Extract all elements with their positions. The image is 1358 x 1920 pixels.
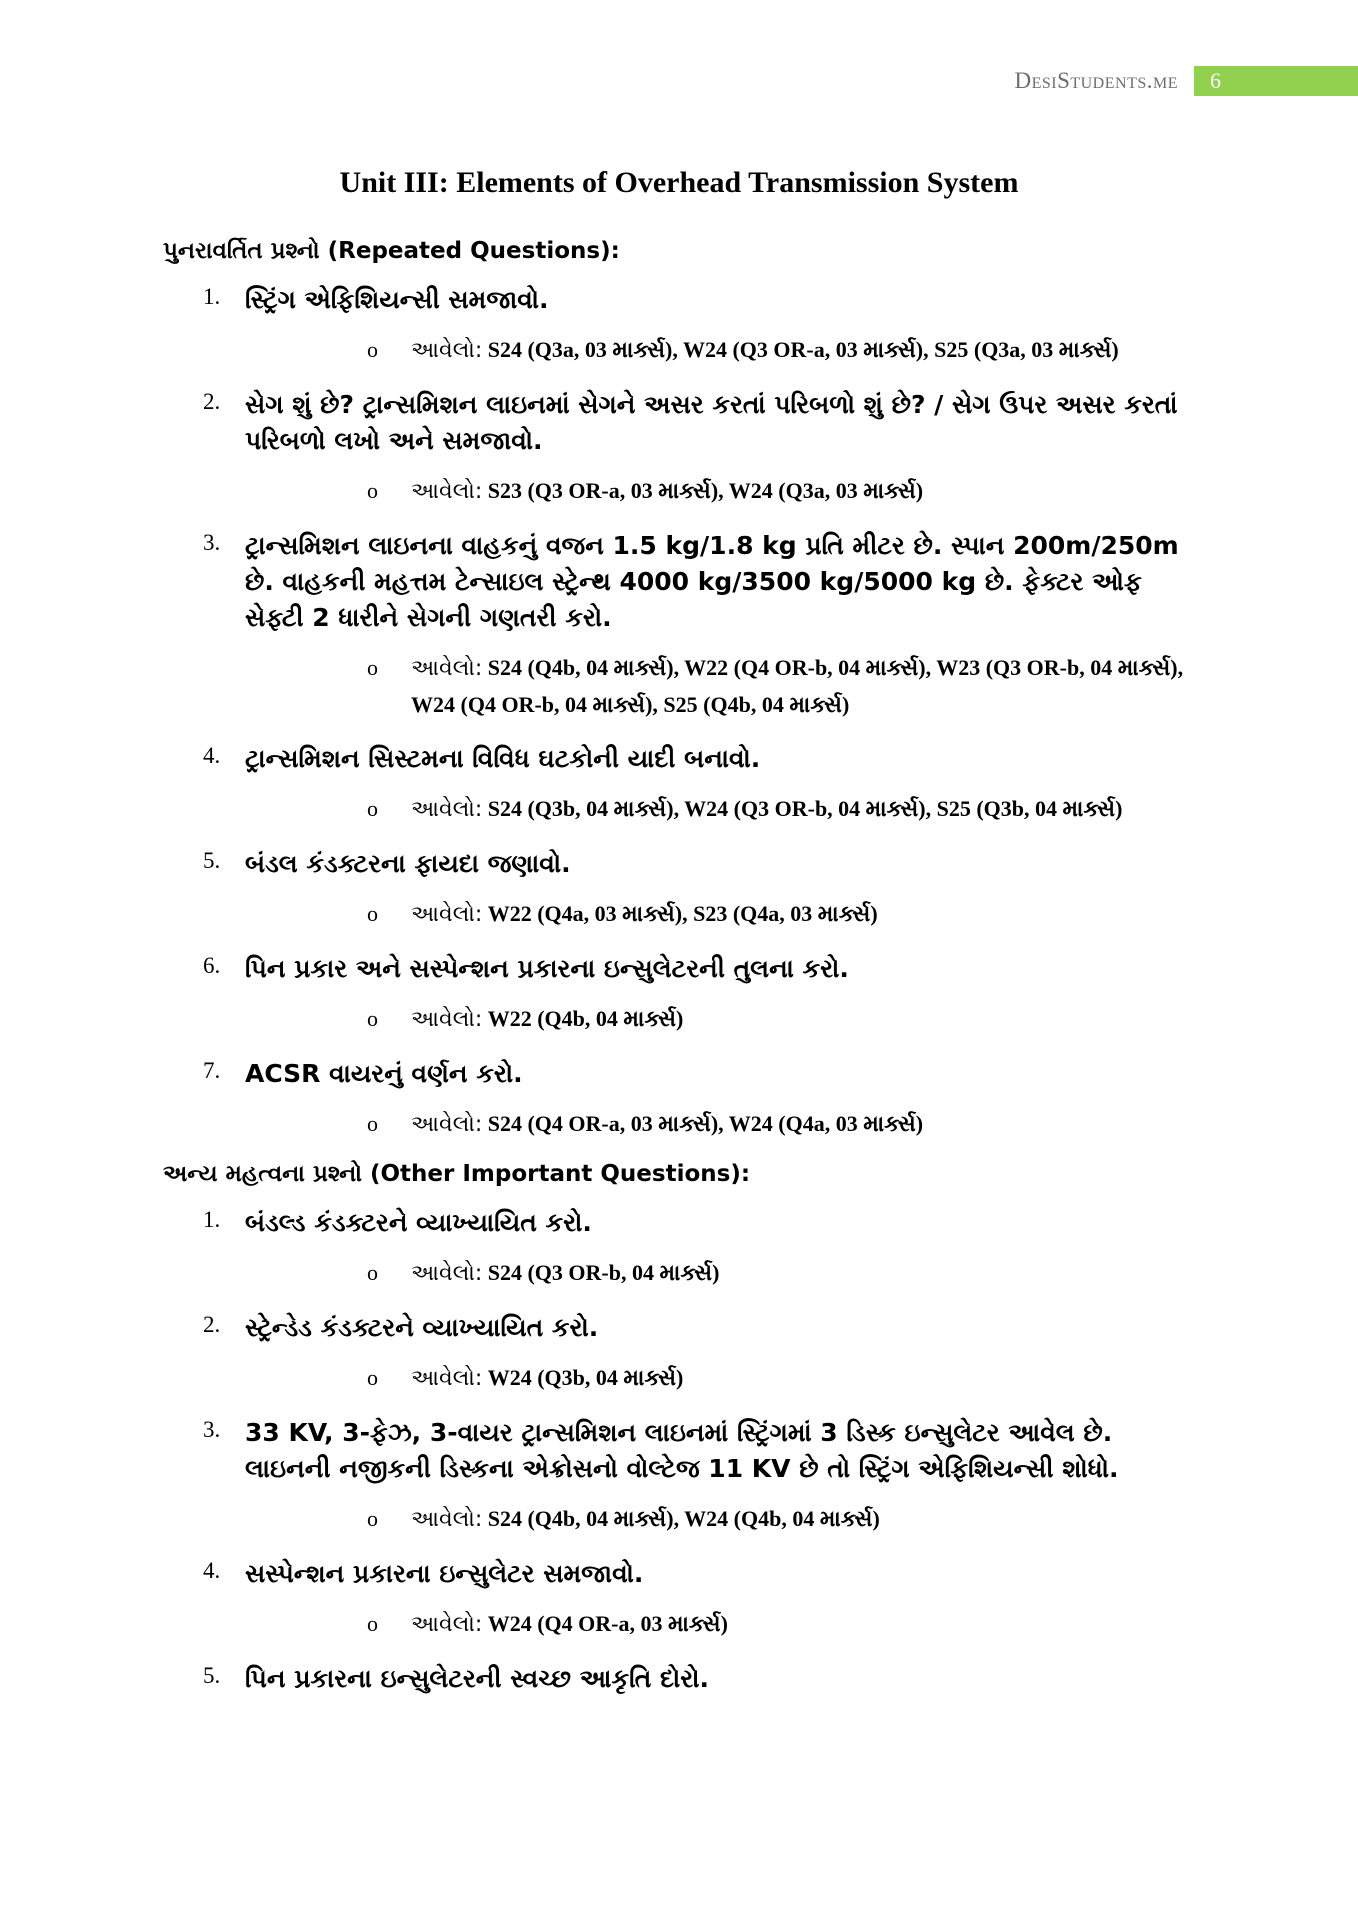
reference-line: [245, 650, 1203, 723]
question-item: [163, 1310, 1203, 1397]
question-text: પિન પ્રકારના ઇન્સુલેટરની સ્વચ્છ આકૃતિ દોરો.: [245, 1664, 709, 1693]
reference-label: આવેલો:: [411, 1366, 483, 1391]
question-number: 6.: [203, 953, 221, 978]
question-text: ટ્રાન્સમિશન લાઇનના વાહકનું વજન 1.5 kg/1.8 kg પ્રતિ મીટર છે. સ્પાન 200m/250m છે. વાહકની મહત્તમ ટેન્સાઇલ સ્ટ્રેન્થ 4000 kg/3500 kg/5000 kg છે. ફેક્ટર ઓફ સેફ્ટી 2 ધારીને સેગની ગણતરી કરો.: [245, 531, 1179, 632]
reference-line: [245, 1501, 1203, 1538]
bullet-icon: o: [367, 1111, 378, 1136]
reference-line: [245, 791, 1203, 828]
reference-line: [245, 896, 1203, 933]
reference-value: S24 (Q4b, 04 માર્ક્સ), W24 (Q4b, 04 માર્ક્સ): [487, 1506, 880, 1531]
bullet-icon: o: [367, 1365, 378, 1390]
reference-line: [245, 1255, 1203, 1292]
question-number: 2.: [203, 389, 221, 414]
reference-label: આવેલો:: [411, 479, 483, 504]
question-text: બંડલ કંડક્ટરના ફાયદા જણાવો.: [245, 849, 571, 878]
question-text: પિન પ્રકાર અને સસ્પેન્શન પ્રકારના ઇન્સુલેટરની તુલના કરો.: [245, 954, 849, 983]
question-number: 1.: [203, 1207, 221, 1232]
reference-label: આવેલો:: [411, 1261, 483, 1286]
reference-label: આવેલો:: [411, 797, 483, 822]
reference-value: W24 (Q4 OR-a, 03 માર્ક્સ): [487, 1611, 728, 1636]
question-text: બંડલ્ડ કંડક્ટરને વ્યાખ્યાયિત કરો.: [245, 1208, 592, 1237]
question-text: ટ્રાન્સમિશન સિસ્ટમના વિવિધ ઘટકોની યાદી બનાવો.: [245, 744, 761, 773]
reference-line: [245, 1606, 1203, 1643]
reference-line: [245, 1001, 1203, 1038]
question-number: 7.: [203, 1058, 221, 1083]
question-item: [163, 1556, 1203, 1643]
bullet-icon: o: [367, 1260, 378, 1285]
section-heading-other: અન્ય મહત્વના પ્રશ્નો (Other Important Questions):: [163, 1161, 751, 1187]
question-number: 3.: [203, 1417, 221, 1442]
section-heading-repeated: પુનરાવર્તિત પ્રશ્નો (Repeated Questions):: [163, 238, 620, 264]
question-item: [163, 741, 1203, 828]
bullet-icon: o: [367, 1611, 378, 1636]
question-item: [163, 387, 1203, 510]
bullet-icon: o: [367, 337, 378, 362]
bullet-icon: o: [367, 478, 378, 503]
question-item: [163, 1056, 1203, 1143]
reference-line: [245, 1106, 1203, 1143]
reference-value: W22 (Q4b, 04 માર્ક્સ): [487, 1006, 684, 1031]
question-text: 33 KV, 3-ફેઝ, 3-વાયર ટ્રાન્સમિશન લાઇનમાં સ્ટ્રિંગમાં 3 ડિસ્ક ઇન્સુલેટર આવેલ છે. લાઇનની નજીકની ડિસ્કના એક્રોસનો વોલ્ટેજ 11 KV છે તો સ્ટ્રિંગ એફિશિયન્સી શોધો.: [245, 1418, 1119, 1483]
reference-value: S23 (Q3 OR-a, 03 માર્ક્સ), W24 (Q3a, 03 માર્ક્સ): [487, 478, 924, 503]
reference-value: W24 (Q3b, 04 માર્ક્સ): [487, 1365, 684, 1390]
reference-value: S24 (Q4b, 04 માર્ક્સ), W22 (Q4 OR-b, 04 માર્ક્સ), W23 (Q3 OR-b, 04 માર્ક્સ), W24 (Q4 OR-b, 04 માર્ક્સ), S25 (Q4b, 04 માર્ક્સ): [411, 655, 1184, 717]
question-text: સ્ટ્રિંગ એફિશિયન્સી સમજાવો.: [245, 285, 549, 314]
reference-label: આવેલો:: [411, 1507, 483, 1532]
question-number: 2.: [203, 1312, 221, 1337]
question-item: [163, 1661, 1203, 1697]
reference-line: [245, 332, 1203, 369]
reference-label: આવેલો:: [411, 1112, 483, 1137]
question-item: [163, 1415, 1203, 1538]
reference-label: આવેલો:: [411, 1612, 483, 1637]
bullet-icon: o: [367, 1006, 378, 1031]
question-number: 1.: [203, 284, 221, 309]
page-header: [1014, 66, 1358, 96]
question-item: [163, 528, 1203, 723]
question-text: સસ્પેન્શન પ્રકારના ઇન્સુલેટર સમજાવો.: [245, 1559, 644, 1588]
page-title: Unit III: Elements of Overhead Transmission System: [339, 166, 1019, 199]
bullet-icon: o: [367, 901, 378, 926]
question-number: 5.: [203, 1663, 221, 1688]
site-name: DesiStudents.me: [1014, 68, 1178, 93]
reference-line: [245, 1360, 1203, 1397]
reference-value: S24 (Q3 OR-b, 04 માર્ક્સ): [487, 1260, 720, 1285]
reference-label: આવેલો:: [411, 338, 483, 363]
page-number: 6: [1194, 66, 1358, 96]
question-text: સ્ટ્રેન્ડેડ કંડક્ટરને વ્યાખ્યાયિત કરો.: [245, 1313, 599, 1342]
question-number: 3.: [203, 530, 221, 555]
question-text: સેગ શું છે? ટ્રાન્સમિશન લાઇનમાં સેગને અસર કરતાં પરિબળો શું છે? / સેગ ઉપર અસર કરતાં પરિબળો લખો અને સમજાવો.: [245, 390, 1178, 455]
reference-label: આવેલો:: [411, 902, 483, 927]
reference-value: S24 (Q3a, 03 માર્ક્સ), W24 (Q3 OR-a, 03 માર્ક્સ), S25 (Q3a, 03 માર્ક્સ): [487, 337, 1119, 362]
question-number: 5.: [203, 848, 221, 873]
reference-label: આવેલો:: [411, 1007, 483, 1032]
question-item: [163, 1205, 1203, 1292]
reference-label: આવેલો:: [411, 656, 483, 681]
question-item: [163, 951, 1203, 1038]
reference-value: W22 (Q4a, 03 માર્ક્સ), S23 (Q4a, 03 માર્ક્સ): [487, 901, 878, 926]
bullet-icon: o: [367, 655, 378, 680]
question-text: ACSR વાયરનું વર્ણન કરો.: [245, 1059, 523, 1088]
document-body: [163, 238, 1203, 1715]
bullet-icon: o: [367, 796, 378, 821]
question-item: [163, 846, 1203, 933]
reference-line: [245, 473, 1203, 510]
question-number: 4.: [203, 743, 221, 768]
question-item: [163, 282, 1203, 369]
reference-value: S24 (Q3b, 04 માર્ક્સ), W24 (Q3 OR-b, 04 માર્ક્સ), S25 (Q3b, 04 માર્ક્સ): [487, 796, 1123, 821]
question-number: 4.: [203, 1558, 221, 1583]
reference-value: S24 (Q4 OR-a, 03 માર્ક્સ), W24 (Q4a, 03 માર્ક્સ): [487, 1111, 924, 1136]
bullet-icon: o: [367, 1506, 378, 1531]
